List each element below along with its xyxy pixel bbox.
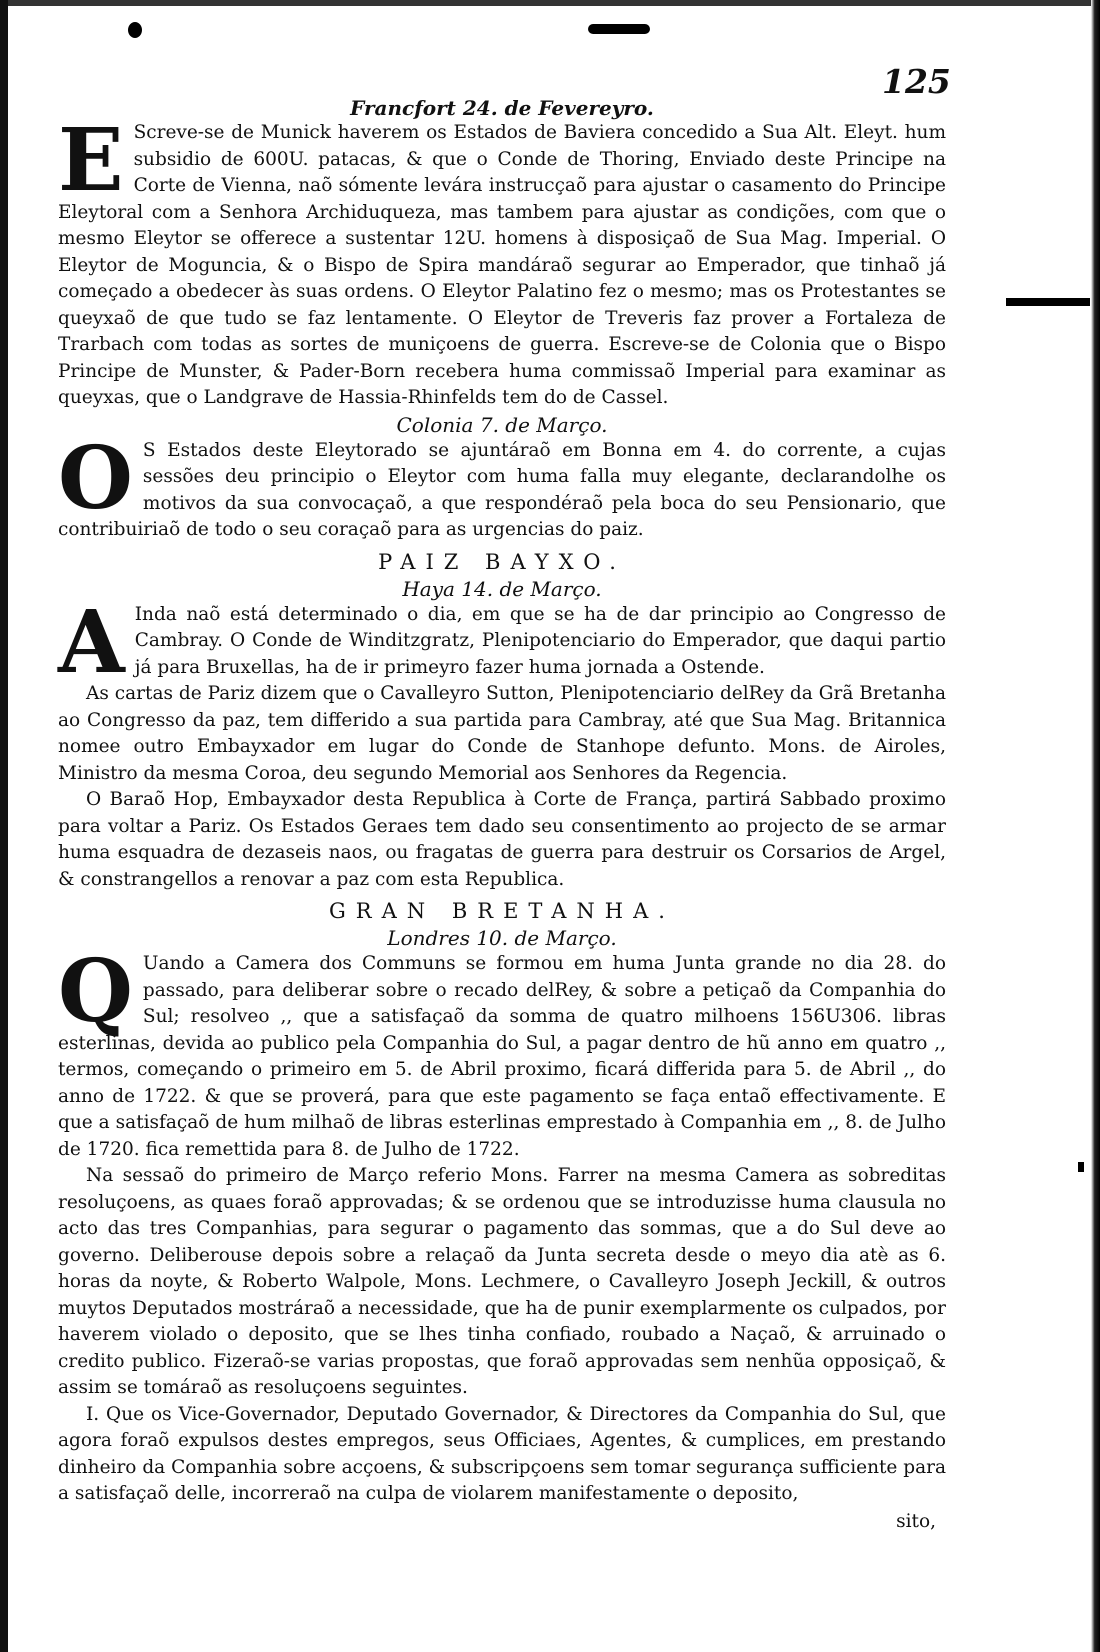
article-londres: [58, 941, 946, 1163]
drop-cap-e: E: [58, 110, 124, 211]
dateline-haya: Haya 14. de Março.: [402, 576, 602, 601]
scan-edge-right: [1091, 0, 1100, 1652]
drop-cap-q: Q: [58, 941, 133, 1042]
page-number: 125: [882, 62, 951, 101]
article-colonia-text: S Estados deste Eleytorado se ajuntáraõ em Bonna em 4. do corrente, a cujas sessões deu principio o Eleytor com huma falla muy elegante, declarandolhe os motivos da sua convocaçaõ, a que respondéraõ pela boca do seu Pensionario, que contribuiriaõ de todo o seu coraçaõ para as urgencias do paiz.: [58, 439, 946, 540]
newspaper-page: [58, 96, 946, 1534]
dateline-londres: Londres 10. de Março.: [387, 926, 617, 950]
drop-cap-o: O: [58, 427, 133, 529]
ink-blot-dash: [588, 24, 650, 34]
article-londres-text: Uando a Camera dos Communs se formou em huma Junta grande no dia 28. do passado, para deliberar sobre o recado delRey, & sobre a petiçaõ da Companhia do Sul; resolveo ,, que a satisfaçaõ da somma de quatro milhoens 156U306. libras esterlinas, devida ao publico pela Companhia do Sul, a pagar dentro de hũ anno em quatro ,, termos, começando o primeiro em 5. de Abril proximo, ficará differida para 5. de Abril ,, do anno de 1722. & que se proverá, para que este pagamento se faça entaõ effectivamente. E que a satisfaçaõ de hum milhaõ de libras esterlinas emprestado à Companhia em ,, 8. de Julho de 1720. fica remettida para 8. de Julho de 1722.: [58, 953, 946, 1160]
section-gran-bretanha: GRAN BRETANHA.: [329, 899, 675, 923]
scan-edge-left: [0, 0, 8, 1652]
ink-margin-rule: [1006, 298, 1090, 306]
dateline-francfort: Francfort 24. de Fevereyro.: [350, 96, 654, 120]
drop-cap-a: A: [58, 591, 125, 693]
article-francfort: [58, 110, 946, 412]
ink-blot-dot: [128, 22, 142, 38]
dateline-colonia: Colonia 7. de Março.: [396, 412, 608, 437]
article-londres-paragraph-2: Na sessaõ do primeiro de Março referio Mons. Farrer na mesma Camera as sobreditas resoluçoens, as quaes foraõ approvadas; & se ordenou que se introduzisse huma clausula no acto das tres Companhias, para segurar o pagamento das sommas, que a do Sul deve ao governo. Deliberouse depois sobre a relaçaõ da Junta secreta desde o meyo dia atè as 6. horas da noyte, & Roberto Walpole, Mons. Lechmere, o Cavalleyro Joseph Jeckill, & outros muytos Deputados mostráraõ a necessidade, que ha de punir exemplarmente os culpados, por haverem violado o deposito, que se lhes tinha confiado, roubado a Naçaõ, & arruinado o credito publico. Fizeraõ-se varias propostas, que foraõ approvadas sem nenhũa opposiçaõ, & assim se tomáraõ as resoluçoens seguintes.: [58, 1165, 946, 1398]
catchword: sito,: [896, 1510, 936, 1532]
article-haya-paragraph-3: O Baraõ Hop, Embayxador desta Republica à Corte de França, partirá Sabbado proximo para voltar a Pariz. Os Estados Geraes tem dado seu consentimento ao projecto de se armar huma esquadra de dezaseis naos, ou fragatas de guerra para destruir os Corsarios de Argel, & constrangellos a renovar a paz com esta Republica.: [58, 789, 946, 890]
article-francfort-text: Screve-se de Munick haverem os Estados de Baviera concedido a Sua Alt. Eleyt. hum subsidio de 600U. patacas, & que o Conde de Thoring, Enviado deste Principe na Corte de Vienna, naõ sómente levára instrucçaõ para ajustar o casamento do Principe Eleytoral com a Senhora Archiduqueza, mas tambem para ajustar as condições, com que o mesmo Eleytor se offerece a sustentar 12U. homens à disposiçaõ de Sua Mag. Imperial. O Eleytor de Moguncia, & o Bispo de Spira mandáraõ segurar ao Emperador, que tinhaõ já começado a obedecer às suas ordens. O Eleytor Palatino fez o mesmo; mas os Protestantes se queyxaõ de que tudo se faz lentamente. O Eleytor de Treveris faz prover a Fortaleza de Trarbach com todas as sortes de muniçoens de guerra. Escreve-se de Colonia que o Bispo Principe de Munster, & Pader-Born recebera huma commissaõ Imperial para examinar as queyxas, que o Landgrave de Hassia-Rhinfelds tem do de Cassel.: [58, 122, 946, 408]
article-colonia: [58, 427, 946, 544]
article-haya-text: Inda naõ está determinado o dia, em que se ha de dar principio ao Congresso de Cambray. O Conde de Winditzgratz, Plenipotenciario do Emperador, que daqui partio já para Bruxellas, ha de ir primeyro fazer huma jornada a Ostende.: [134, 603, 946, 678]
article-haya: [58, 591, 946, 693]
article-haya-paragraph-2: As cartas de Pariz dizem que o Cavalleyro Sutton, Plenipotenciario delRey da Grã Bretanha ao Congresso da paz, tem differido a sua partida para Cambray, até que Sua Mag. Britannica nomee outro Embayxador em lugar do Conde de Stanhope defunto. Mons. de Airoles, Ministro da mesma Coroa, deu segundo Memorial aos Senhores da Regencia.: [58, 683, 946, 784]
article-londres-paragraph-3: I. Que os Vice-Governador, Deputado Governador, & Directores da Companhia do Sul, que agora foraõ expulsos destes empregos, seus Officiaes, Agentes, & cumplices, em prestando dinheiro da Companhia sobre acçoens, & subscripçoens sem tomar segurança sufficiente para a satisfaçaõ delle, incorreraõ na culpa de violarem manifestamente o deposito,: [58, 1403, 946, 1504]
scan-edge-top: [0, 0, 1100, 6]
section-paiz-bayxo: PAIZ BAYXO.: [378, 549, 626, 574]
ink-margin-mark: [1078, 1162, 1084, 1172]
